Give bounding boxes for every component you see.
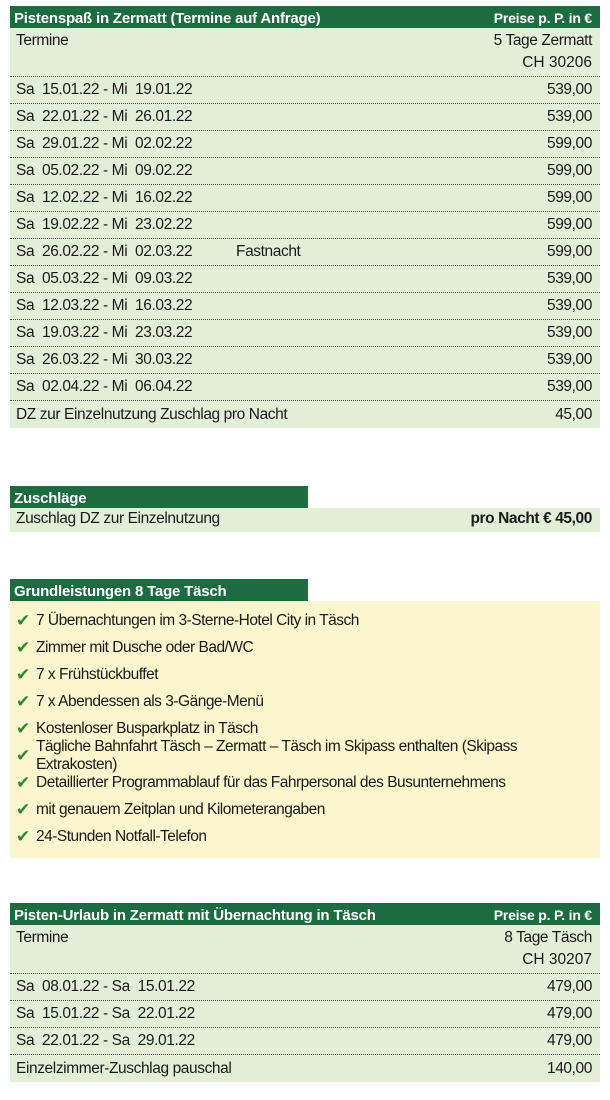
date-row [10, 320, 600, 347]
section-title: Grundleistungen 8 Tage Täsch [14, 582, 227, 600]
price: 599,00 [546, 243, 592, 260]
checkmark-icon: ✔ [16, 826, 30, 846]
section-title: Pistenspaß in Zermatt (Termine auf Anfrage) [14, 9, 321, 27]
date-range: Sa 15.01.22 - Mi 19.01.22 [16, 81, 193, 98]
service-text: mit genauem Zeitplan und Kilometerangaben [36, 800, 325, 818]
checkmark-icon: ✔ [16, 664, 30, 684]
section-header [10, 903, 600, 925]
surcharge-price: 45,00 [555, 405, 592, 423]
checkmark-icon: ✔ [16, 637, 30, 657]
date-range: Sa 26.03.22 - Mi 30.03.22 [16, 351, 193, 368]
price-table-taesch [10, 903, 600, 1082]
services-box [10, 579, 600, 858]
surcharge-row [10, 1055, 600, 1082]
price: 539,00 [546, 108, 592, 125]
service-text: 7 x Abendessen als 3-Gänge-Menü [36, 692, 264, 710]
checkmark-icon: ✔ [16, 691, 30, 711]
date-row [10, 374, 600, 401]
section-header [10, 486, 308, 508]
surcharges-box [10, 486, 600, 532]
price: 479,00 [546, 978, 592, 995]
section-title: Zuschläge [14, 489, 87, 507]
date-row [10, 974, 600, 1001]
price-label: Preise p. P. in € [493, 907, 592, 923]
service-text: 7 x Frühstückbuffet [36, 665, 159, 683]
column-header [10, 28, 600, 50]
price: 539,00 [546, 81, 592, 98]
date-range: Sa 15.01.22 - Sa 22.01.22 [16, 1005, 195, 1022]
date-row [10, 77, 600, 104]
section-header [10, 579, 308, 601]
service-item [10, 661, 600, 688]
col-duration: 8 Tage Täsch [504, 929, 592, 946]
surcharge-label: Einzelzimmer-Zuschlag pauschal [16, 1059, 232, 1077]
offer-code: CH 30206 [10, 50, 600, 77]
date-range: Sa 12.03.22 - Mi 16.03.22 [16, 297, 193, 314]
price: 539,00 [546, 270, 592, 287]
date-row [10, 131, 600, 158]
price-table-zermatt [10, 6, 600, 428]
service-text: Zimmer mit Dusche oder Bad/WC [36, 638, 254, 656]
date-range: Sa 02.04.22 - Mi 06.04.22 [16, 378, 193, 395]
col-termine: Termine [16, 929, 69, 946]
date-note: Fastnacht [236, 243, 301, 260]
checkmark-icon: ✔ [16, 745, 30, 765]
surcharge-price: 140,00 [546, 1059, 592, 1077]
price: 539,00 [546, 324, 592, 341]
date-range: Sa 08.01.22 - Sa 15.01.22 [16, 978, 195, 995]
service-item [10, 796, 600, 823]
surcharge-price: pro Nacht € 45,00 [470, 510, 592, 527]
date-row [10, 347, 600, 374]
column-header [10, 925, 600, 947]
date-range: Sa 26.02.22 - Mi 02.03.22 [16, 243, 193, 260]
service-text: 24-Stunden Notfall-Telefon [36, 827, 207, 845]
service-item [10, 634, 600, 661]
price: 479,00 [546, 1032, 592, 1049]
surcharge-row [10, 508, 600, 532]
section-header [10, 6, 600, 28]
checkmark-icon: ✔ [16, 799, 30, 819]
date-range: Sa 22.01.22 - Sa 29.01.22 [16, 1032, 195, 1049]
price: 599,00 [546, 162, 592, 179]
date-row [10, 212, 600, 239]
checkmark-icon: ✔ [16, 718, 30, 738]
service-text: 7 Übernachtungen im 3-Sterne-Hotel City in Täsch [36, 611, 359, 629]
date-range: Sa 19.03.22 - Mi 23.03.22 [16, 324, 193, 341]
service-text: Tägliche Bahnfahrt Täsch – Zermatt – Täsch im Skipass enthalten (Skipass Extrakosten) [35, 737, 518, 773]
price: 599,00 [546, 189, 592, 206]
col-duration: 5 Tage Zermatt [493, 32, 592, 49]
date-row [10, 185, 600, 212]
surcharge-row [10, 401, 600, 428]
section-title: Pisten-Urlaub in Zermatt mit Übernachtung in Täsch [14, 906, 376, 924]
date-range: Sa 05.02.22 - Mi 09.02.22 [16, 162, 193, 179]
price: 599,00 [546, 216, 592, 233]
service-item [10, 737, 600, 773]
date-row [10, 239, 600, 266]
price: 539,00 [546, 297, 592, 314]
price: 539,00 [546, 351, 592, 368]
date-range: Sa 12.02.22 - Mi 16.02.22 [16, 189, 193, 206]
date-row [10, 266, 600, 293]
date-range: Sa 05.03.22 - Mi 09.03.22 [16, 270, 193, 287]
date-row [10, 1028, 600, 1055]
date-row [10, 158, 600, 185]
date-range: Sa 19.02.22 - Mi 23.02.22 [16, 216, 193, 233]
date-row [10, 104, 600, 131]
service-text: Detaillierter Programmablauf für das Fahrpersonal des Busunternehmens [36, 773, 506, 791]
service-item [10, 823, 600, 850]
price: 479,00 [546, 1005, 592, 1022]
date-row [10, 1001, 600, 1028]
checkmark-icon: ✔ [16, 610, 30, 630]
offer-code: CH 30207 [10, 947, 600, 974]
col-termine: Termine [16, 32, 69, 49]
checkmark-icon: ✔ [16, 772, 30, 792]
price-label: Preise p. P. in € [493, 10, 592, 26]
date-range: Sa 22.01.22 - Mi 26.01.22 [16, 108, 193, 125]
service-text: Kostenloser Busparkplatz in Täsch [36, 719, 258, 737]
price: 599,00 [546, 135, 592, 152]
service-item [10, 688, 600, 715]
services-list [10, 601, 600, 858]
surcharge-label: Zuschlag DZ zur Einzelnutzung [16, 510, 220, 527]
date-row [10, 293, 600, 320]
date-range: Sa 29.01.22 - Mi 02.02.22 [16, 135, 193, 152]
surcharge-label: DZ zur Einzelnutzung Zuschlag pro Nacht [16, 405, 288, 423]
service-item [10, 607, 600, 634]
price: 539,00 [546, 378, 592, 395]
